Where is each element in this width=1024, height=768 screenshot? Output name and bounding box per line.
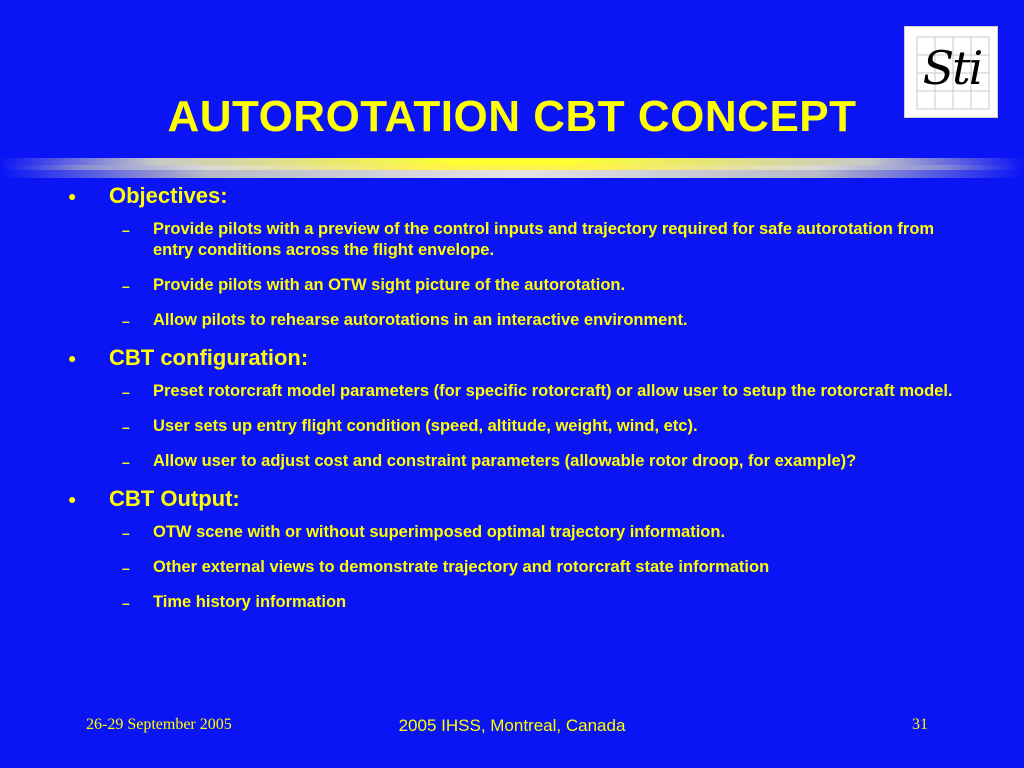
section-objectives [0,183,1024,331]
dash-icon: – [122,560,130,576]
sub-item-text: Preset rotorcraft model parameters (for specific rotorcraft) or allow user to setup the rotorcraft model. [153,382,953,400]
heading-text: CBT configuration: [109,345,309,370]
sub-item [0,557,1024,578]
sub-item-text: Other external views to demonstrate trajectory and rotorcraft state information [153,558,770,576]
sub-item-text: Provide pilots with a preview of the control inputs and trajectory required for safe autorotation from entry conditions across the flight envelope. [153,220,935,259]
dash-icon: – [122,384,130,400]
bullet-dot-icon: ● [68,350,77,366]
sub-item-text: Time history information [153,593,347,611]
dash-icon: – [122,222,130,238]
sti-logo [904,26,998,118]
bullet-heading [0,486,1024,512]
dash-icon: – [122,595,130,611]
sub-item-text: OTW scene with or without superimposed optimal trajectory information. [153,523,726,541]
dash-icon: – [122,278,130,294]
section-cbt-output [0,486,1024,613]
heading-text: Objectives: [109,183,228,208]
dash-icon: – [122,525,130,541]
sub-item [0,219,1024,261]
bullet-dot-icon: ● [68,188,77,204]
footer-page-number: 31 [912,716,928,733]
sub-item [0,522,1024,543]
bullet-dot-icon: ● [68,491,77,507]
sub-item [0,381,1024,402]
logo-text: Sti [922,41,982,95]
slide-title: AUTOROTATION CBT CONCEPT [167,92,857,141]
sub-item [0,592,1024,613]
dash-icon: – [122,313,130,329]
sub-item-text: User sets up entry flight condition (speed, altitude, weight, wind, etc). [153,417,698,435]
section-cbt-configuration [0,345,1024,472]
sub-item [0,416,1024,437]
dash-icon: – [122,419,130,435]
sub-item-text: Provide pilots with an OTW sight picture of the autorotation. [153,276,626,294]
title-divider [0,158,1024,178]
footer-event: 2005 IHSS, Montreal, Canada [398,716,626,735]
sub-item-text: Allow user to adjust cost and constraint parameters (allowable rotor droop, for example)? [153,452,857,470]
bullet-heading [0,345,1024,371]
heading-text: CBT Output: [109,486,240,511]
slide-content [0,183,1024,627]
sub-item [0,310,1024,331]
sub-item [0,451,1024,472]
footer-date: 26-29 September 2005 [86,716,232,733]
sub-item [0,275,1024,296]
sub-item-text: Allow pilots to rehearse autorotations in an interactive environment. [153,311,688,329]
bullet-heading [0,183,1024,209]
dash-icon: – [122,454,130,470]
